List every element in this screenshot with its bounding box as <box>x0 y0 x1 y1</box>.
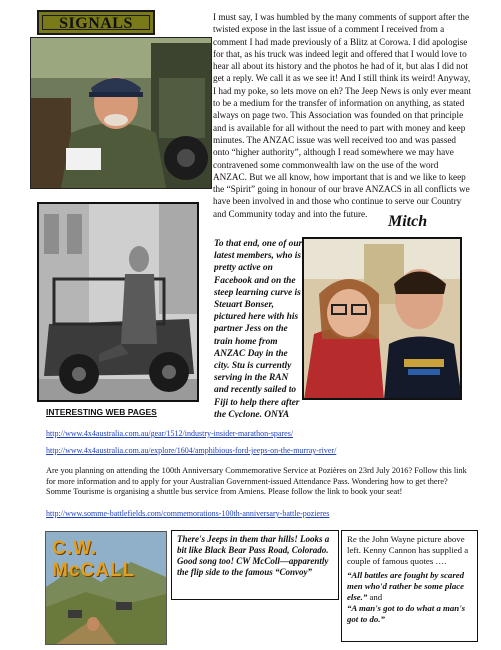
web-link-1[interactable]: http://www.4x4australia.com.au/gear/1512/industry-insider-marathon-spares/ <box>46 429 294 438</box>
photo-couple-selfie <box>302 237 462 400</box>
photo-cw-mccall-album <box>45 531 167 645</box>
photo-john-wayne-jeep <box>37 202 199 402</box>
web-pages-heading: INTERESTING WEB PAGES <box>46 407 157 417</box>
wayne-quote-and: and <box>369 591 383 602</box>
somme-link[interactable]: http://www.somme-battlefields.com/commemorations-100th-anniversary-battle-pozieres <box>46 509 330 518</box>
wayne-intro-text: Re the John Wayne picture above left. Kenny Cannon has supplied a couple of famous quotes …. <box>347 534 469 566</box>
caption-text: To that end, one of our latest members, who is pretty active on Facebook and on the steep learning curve is Steuart Bonser, pictured here with his partner Jess on the train home from ANZAC Day in the city. Stu is currently serving in the RAN and recently sailed to Fiji to help there after the Cyclone. ONYA <box>214 239 303 418</box>
mccall-note-box <box>171 530 339 600</box>
man-jeep-illustration <box>31 38 211 188</box>
photo-man-with-jeep <box>30 37 212 189</box>
selfie-illustration <box>304 239 462 400</box>
web-link-2[interactable]: http://www.4x4australia.com.au/explore/1604/amphibious-ford-jeeps-on-the-murray-river/ <box>46 446 337 455</box>
signature: Mitch <box>388 213 428 230</box>
album-title: C.W. McCALL <box>52 538 136 581</box>
wayne-quote-2: “A man's got to do what a man's got to do.” <box>347 602 466 624</box>
signals-title: SIGNALS <box>42 15 150 30</box>
wayne-quote-box <box>341 530 478 642</box>
wayne-quote-1: “All battles are fought by scared men who'd rather be some place else.” <box>347 570 465 602</box>
mccall-note-text: There's Jeeps in them thar hills! Looks a bit like Black Bear Pass Road, Colorado. Good song too! CW McColl—apparently the flip side to the famous “Convoy” <box>177 534 330 577</box>
commemoration-text: Are you planning on attending the 100th Anniversary Commemorative Service at Pozières on 23rd July 2016? Follow this link for more information and to apply for your Australian Government-issued Attendance Pass. Wondering how to get there? Somme Tourisme is organising a shuttle bus service from Amiens. Please follow the link to book your seat! <box>46 466 467 496</box>
intro-text: I must say, I was humbled by the many comments of support after the twisted expose in the last issue of a comment I received from a comment I had made previously of a Blitz at Corowa. I did apologise for that, as his truck was indeed legit and offered that I would love to hear all about its history and the photos he had of it, but alas I did not get a reply. We call it as we see it! And I still think its weird! Anyway, I had my poke, so lets move on eh? The Jeep News is only ever meant to be a medium for the transfer of information on anything, as stated always on page two. This Association was founded on that principle and is available for all without the need to part with money and keep minutes. The ANZAC issue was well received too and was passed onto “higher authority”, although I read somewhere we may have contravened some commonwealth law on the use of the word ANZAC. But we all know, how important that is and we like to keep the “Spirit” going in honour of our brave ANZACS in all conflicts we have been involved in and those who continue to serve our Country and Community today and into the future. <box>213 12 472 219</box>
wayne-jeep-illustration <box>39 204 199 402</box>
signals-badge <box>37 10 155 35</box>
